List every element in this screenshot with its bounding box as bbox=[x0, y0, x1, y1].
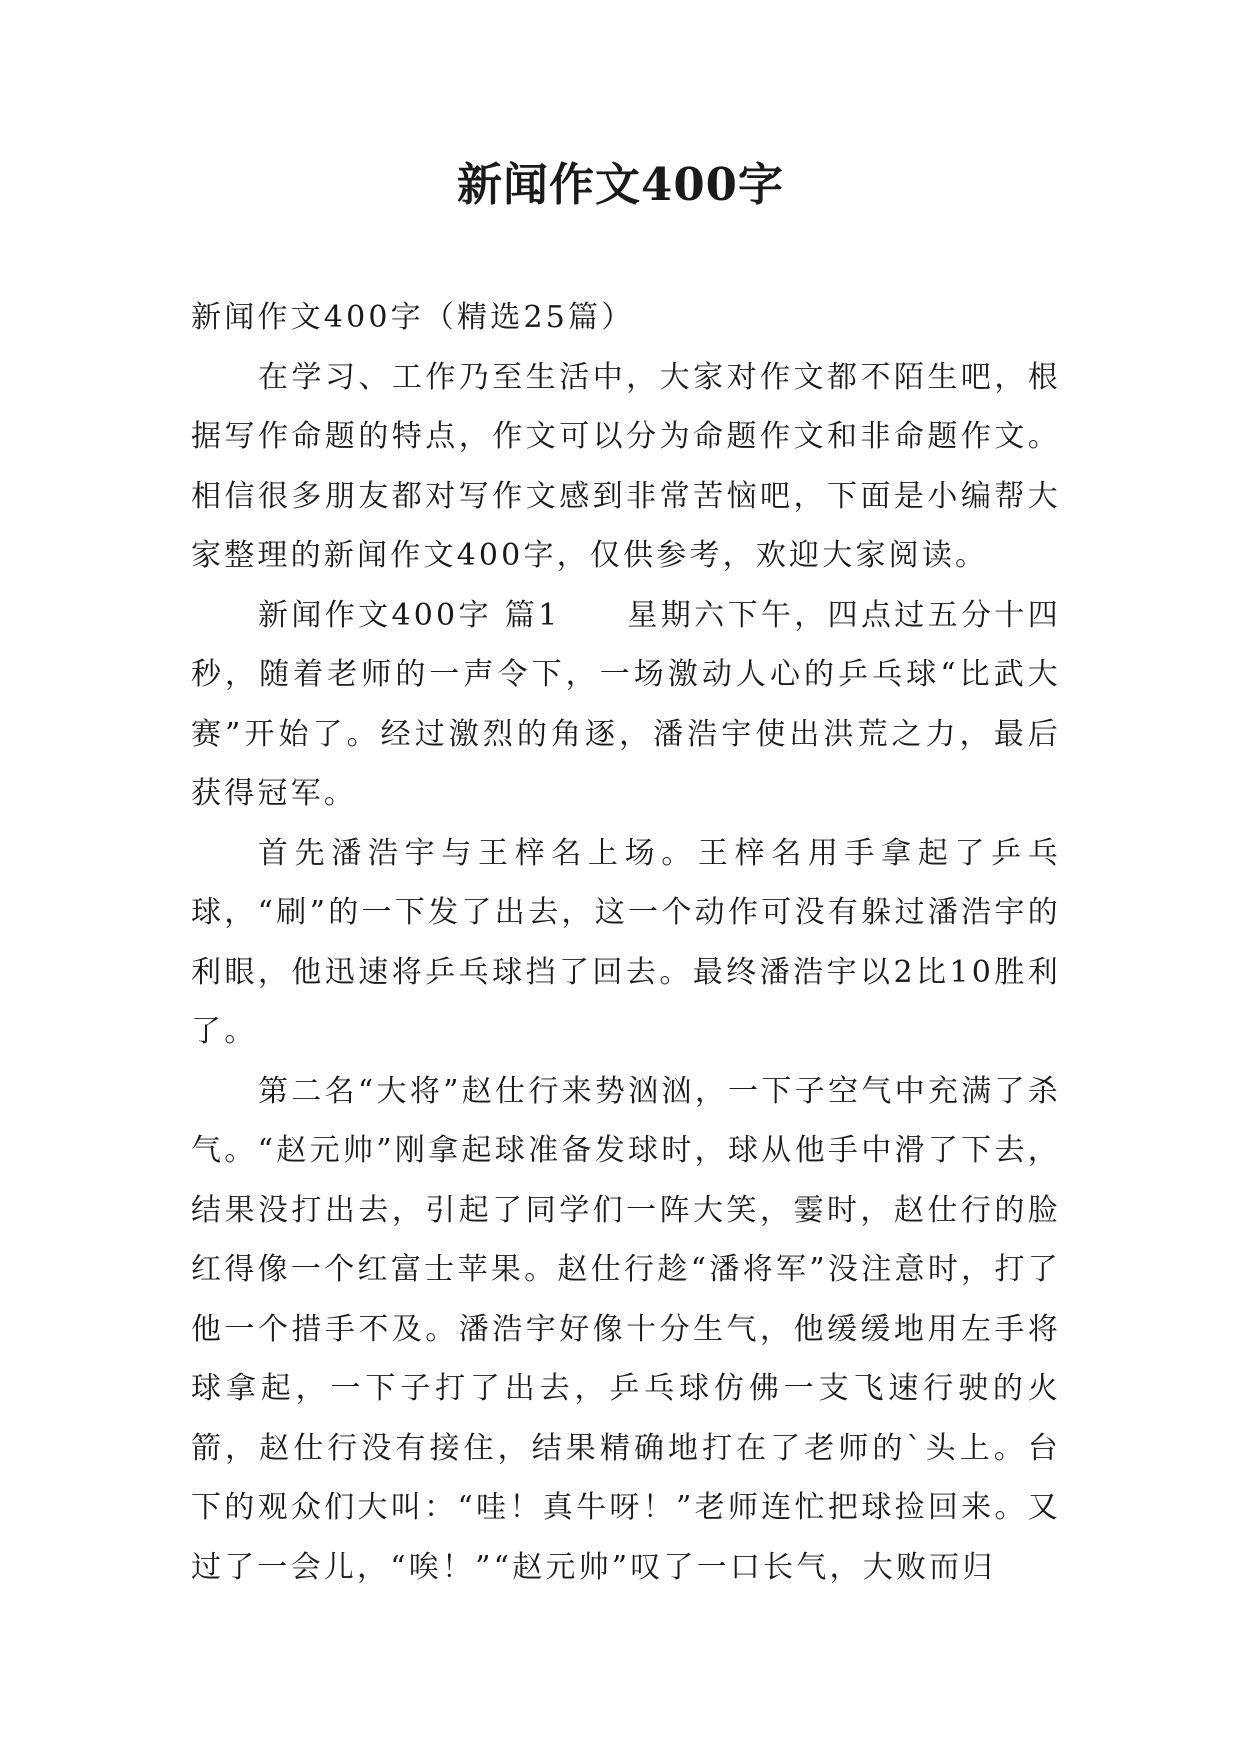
article-paragraph: 第二名“大将”赵仕行来势汹汹，一下子空气中充满了杀气。“赵元帅”刚拿起球准备发球时，球从他手中滑了下去，结果没打出去，引起了同学们一阵大笑，霎时，赵仕行的脸红得像一个红富士苹果。赵仕行趁“潘将军”没注意时，打了他一个措手不及。潘浩宇好像十分生气，他缓缓地用左手将球拿起，一下子打了出去，乒乓球仿佛一支飞速行驶的火箭，赵仕行没有接住，结果精确地打在了老师的`头上。台下的观众们大叫：“哇！真牛呀！”老师连忙把球捡回来。又过了一会儿，“唉！”“赵元帅”叹了一口长气，大败而归 bbox=[191, 1073, 1061, 1585]
article-paragraph: 首先潘浩宇与王梓名上场。王梓名用手拿起了乒乓球，“刷”的一下发了出去，这一个动作可没有躲过潘浩宇的利眼，他迅速将乒乓球挡了回去。最终潘浩宇以2比10胜利了。 bbox=[191, 835, 1061, 1049]
subtitle-line: 新闻作文400字（精选25篇） bbox=[191, 300, 635, 335]
document-body bbox=[191, 288, 1061, 1597]
article-paragraph: 新闻作文400字 篇1 星期六下午，四点过五分十四秒，随着老师的一声令下，一场激动人心的乒乓球“比武大赛”开始了。经过激烈的角逐，潘浩宇使出洪荒之力，最后获得冠军。 bbox=[191, 597, 1061, 811]
intro-paragraph: 在学习、工作乃至生活中，大家对作文都不陌生吧，根据写作命题的特点，作文可以分为命题作文和非命题作文。相信很多朋友都对写作文感到非常苦恼吧，下面是小编帮大家整理的新闻作文400字，仅供参考，欢迎大家阅读。 bbox=[191, 359, 1061, 573]
document-title: 新闻作文400字 bbox=[457, 158, 784, 211]
